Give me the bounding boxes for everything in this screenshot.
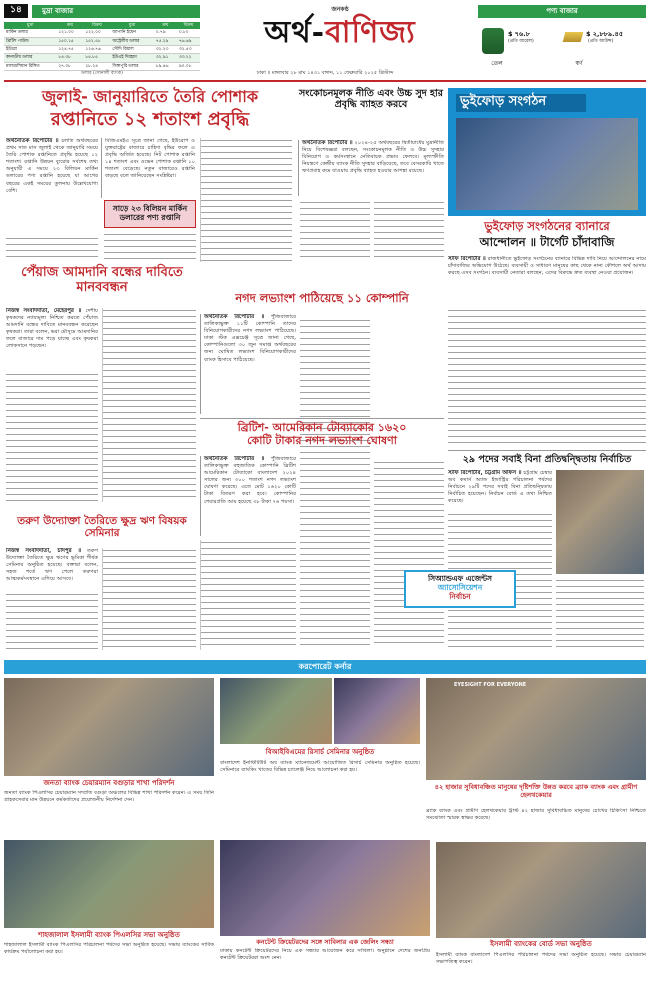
col-header: বিক্রয় <box>177 22 200 29</box>
gold-price: $ ২,৮৮৯.৪৫ <box>586 30 624 38</box>
currency-cell: কানাডীয় ডলার <box>4 54 56 62</box>
buy-forward-headline-1: ভুইফোড় সংগঠনের ব্যানারে <box>484 219 610 233</box>
bat-body <box>200 456 296 536</box>
logo-part-1: অর্থ- <box>264 14 326 50</box>
brac-photo <box>426 678 646 780</box>
policy-body-col-a-cont <box>300 318 370 648</box>
lead-body-col-1 <box>6 138 98 234</box>
islami-caption: ইসলামী ব্যাংকের বোর্ড সভা অনুষ্ঠিত <box>490 940 592 948</box>
youth-body-col-2 <box>102 548 196 650</box>
content-photo <box>220 840 430 936</box>
currency-row <box>4 46 200 54</box>
onion-headline: পেঁয়াজ আমদানি বন্ধের দাবিতে মানববন্ধন <box>21 265 183 295</box>
lead-body-col-3 <box>200 138 292 262</box>
eyesight-banner-text: EYESIGHT FOR EVERYONE <box>454 682 527 688</box>
currency-cell: ১২২.০০ <box>83 29 110 37</box>
currency-cell: ০.৮০ <box>177 29 200 37</box>
lead-body-continued <box>6 236 98 261</box>
bibm-body: বাংলাদেশ ইনস্টিটিউট অব ব্যাংক ম্যানেজমেন্ট আয়োজিত রিসার্চ সেমিনার অনুষ্ঠিত হয়েছে। সেমিনারে ব্যাংকিং খাতের বিভিন্ন চ্যালেঞ্জ নিয়ে আলোচনা করা হয়। <box>220 760 420 774</box>
gold-unit: (প্রতি আউন্স) <box>588 39 614 44</box>
bat-body-text: পুঁজিবাজারে তালিকাভুক্ত বহুজাতিক কোম্পানি ব্রিটিশ আমেরিকান টোব্যাকো বাংলাদেশ ২০২৪ সালের জন্য ৩০০ শতাংশ নগদ লভ্যাংশ ঘোষণা করেছে। এতে মোট ১৬২০ কোটি টাকা বিতরণ করা হবে। কোম্পানির শেয়ারপ্রতি আয় হয়েছে ৩৮ টাকা ৭৬ পয়সা। <box>204 456 296 505</box>
lead-body-2: বিজিএমইএ সূত্রে জানা গেছে, ইউরোপ ও যুক্তরাষ্ট্রের বাজারে চাহিদা বৃদ্ধির ফলে এ প্রবৃদ্ধি অর্জিত হয়েছে। নিট পোশাক রপ্তানি ১৪ শতাংশ এবং ওভেন পোশাক রপ্তানি ১০ শতাংশ বেড়েছে। নতুন বাজারেও রপ্তানি বাড়ছে বলে জানিয়েছেন সংশ্লিষ্টরা। <box>105 138 195 180</box>
page-number: ১৪ <box>4 4 28 18</box>
currency-cell: ৩২.৫৩ <box>177 46 200 54</box>
currency-row <box>4 62 200 70</box>
currency-cell: ১৫২.৫৮ <box>83 37 110 45</box>
currency-cell: ৮৯.৪৬ <box>154 62 177 70</box>
currency-cell: ৩২.৯১ <box>154 54 177 62</box>
brac-caption: ৪২ হাজার সুবিধাবঞ্চিত মানুষের দৃষ্টিশক্তি উন্নত করবে ব্র্যাক ব্যাংক এবং গ্রামীণ হেলথকেয়ার <box>434 783 638 800</box>
islami-body: ইসলামী ব্যাংক বাংলাদেশ পিএলসির পরিচালনা পর্ষদের সভা অনুষ্ঠিত হয়েছে। সভায় চেয়ারম্যান সভাপতিত্ব করেন। <box>436 952 646 966</box>
oil-label: তেল <box>491 60 503 67</box>
youth-headline: তরুণ উদ্যোক্তা তৈরিতে ক্ষুদ্র ঋণ বিষয়ক সেমিনার <box>17 515 187 540</box>
currency-cell: ২৮.২৪ <box>83 62 110 70</box>
onion-body-col-1-cont <box>6 372 98 502</box>
currency-row <box>4 54 200 62</box>
currency-cell: ১২১.০০ <box>56 29 83 37</box>
election-body <box>448 470 552 510</box>
lead-body-col-2 <box>101 138 195 198</box>
bat-body-cont <box>200 540 296 650</box>
oil-price: $ ৭৬.৮ <box>508 30 530 38</box>
youth-byline: নিজস্ব সংবাদদাতা, চাঁদপুর ॥ <box>6 548 81 554</box>
eleven-body-text: পুঁজিবাজারে তালিকাভুক্ত ১১টি কোম্পানি তাদের বিনিয়োগকারীদের নগদ লভ্যাংশ পাঠিয়েছে। ঢাকা স্টক এক্সচেঞ্জ সূত্রে জানা গেছে, কোম্পানিগুলো ৩০ জুন সমাপ্ত অর্থবছরের জন্য ঘোষিত লভ্যাংশ বিনিয়োগকারীদের ব্যাংক হিসাবে পাঠিয়েছে। <box>204 314 296 363</box>
currency-cell: মালয়েশিয়ান রিঙ্গিত <box>4 62 56 70</box>
logo-part-2: বাণিজ্য <box>325 14 416 50</box>
janata-caption: জনতা ব্যাংক চেয়ারম্যান বগুড়ার শাখা পরিদর্শন <box>43 779 175 787</box>
oil-barrel-icon <box>482 28 504 54</box>
eleven-byline: অর্থনৈতিক রিপোর্টার ॥ <box>204 314 265 320</box>
dateline: ঢাকা ॥ মঙ্গলবার ২৮ মাঘ ১৪৩১ বঙ্গাব্দ, ১১ ফেব্রুয়ারি ২০২৫ খ্রিস্টাব্দ <box>256 70 394 76</box>
election-body-text: চট্টগ্রাম চেম্বার অব কমার্স অ্যান্ড ইন্ডাস্ট্রির পরিচালনা পর্ষদের নির্বাচনে ২৯টি পদের সবাই বিনা প্রতিদ্বন্দ্বিতায় নির্বাচিত হয়েছেন। নির্বাচন বোর্ড এ তথ্য নিশ্চিত করেছে। <box>448 470 552 505</box>
mudra-bazar-tab: মুদ্রা বাজার <box>32 5 200 18</box>
currency-note: ডলার (সোনালী ব্যাংক) <box>81 71 123 76</box>
lead-headline-2: রপ্তানিতে ১২ শতাংশ প্রবৃদ্ধি <box>50 109 250 130</box>
bibm-photo-1 <box>220 678 332 744</box>
currency-cell: ৭৫.২৯ <box>154 37 177 45</box>
panya-bazar-tab: পণ্য বাজার <box>478 5 646 18</box>
currency-cell: ১২৪.৭৫ <box>56 46 83 54</box>
policy-body-text: ২০২৪-২৫ অর্থবছরের দ্বিতীয়ার্ধের মুদ্রানীতি নিয়ে বিশেষজ্ঞরা বলছেন, সংকোচনমূলক নীতি ও উচ্চ সুদহার বিনিয়োগ ও কর্মসংস্থানে নেতিবাচক প্রভাব ফেলবে। মূল্যস্ফীতি নিয়ন্ত্রণে কেন্দ্রীয় ব্যাংক নীতি সুদহার বাড়িয়েছে, তবে বেসরকারি খাতে ঋণপ্রবাহ কমে যাওয়ায় প্রবৃদ্ধি ব্যাহত হওয়ার আশঙ্কা রয়েছে। <box>302 140 444 175</box>
election-list <box>556 578 644 650</box>
buy-forward-body-cont <box>448 308 646 446</box>
col-header: ক্রয় <box>56 22 83 29</box>
lead-headline-1: জুলাই- জানুয়ারিতে তৈরি পোশাক <box>41 87 259 106</box>
masthead-rule <box>4 80 646 82</box>
currency-cell: ০.৭৯ <box>154 29 177 37</box>
corporate-corner-bar: করপোরেট কর্নার <box>4 660 646 674</box>
buy-forward-body <box>448 256 646 306</box>
feature-banner <box>448 88 646 216</box>
policy-body <box>298 140 444 196</box>
islami-photo <box>436 842 646 938</box>
cnf-title-2: অ্যাসোসিয়েশন <box>437 583 483 592</box>
election-headline: ২৯ পদের সবাই বিনা প্রতিদ্বন্দ্বিতায় নির্বাচিত <box>448 450 646 465</box>
policy-headline: সংকোচনমূলক নীতি এবং উচ্চ সুদ হার প্রবৃদ্ধি ব্যাহত করবে <box>298 88 443 111</box>
buy-forward-headline-2: আন্দোলন ॥ টার্গেট চাঁদাবাজি <box>479 235 615 249</box>
buy-forward-byline: স্টাফ রিপোর্টার ॥ <box>448 256 486 262</box>
currency-cell: জাপানি ইয়েন <box>110 29 153 37</box>
bat-byline: অর্থনৈতিক রিপোর্টার ॥ <box>204 456 265 462</box>
currency-cell: ১৫০.১৫ <box>56 37 83 45</box>
currency-table <box>4 22 200 71</box>
content-body: ঢাকায় কনটেন্ট ক্রিয়েটরদের নিয়ে এক সন্ধ্যার আয়োজন করে সাবিলা। অনুষ্ঠানে দেশের জনপ্রিয় কনটেন্ট ক্রিয়েটররা অংশ নেন। <box>220 948 430 962</box>
currency-cell: ৮৪.৩৮ <box>56 54 83 62</box>
shahjalal-caption: শাহজালাল ইসলামী ব্যাংক পিএলসির সভা অনুষ্ঠিত <box>38 931 180 939</box>
currency-row <box>4 29 200 37</box>
cnf-title-1: সিঅ্যান্ডএফ এজেন্টস <box>427 574 493 583</box>
col-header: ক্রয় <box>154 22 177 29</box>
oil-unit: (প্রতি ব্যারেল) <box>508 39 534 44</box>
content-caption: কনটেন্ট ক্রিয়েটরদের সঙ্গে সাবিলার এক জেলিং সন্ধ্যা <box>256 938 394 946</box>
commodity-prices <box>478 22 646 78</box>
masthead-logo <box>215 6 465 66</box>
currency-cell: ৭৬.৬৯ <box>177 37 200 45</box>
policy-body-col-b-cont <box>374 460 444 648</box>
shahjalal-body: শাহজালাল ইসলামী ব্যাংক পিএলসির পরিচালনা পর্ষদের সভা অনুষ্ঠিত হয়েছে। সভায় ব্যাংকের সার্বিক কার্যক্রম পর্যালোচনা করা হয়। <box>4 942 214 956</box>
cnf-box <box>404 570 516 608</box>
bibm-caption: বিআইবিএমের রিসার্চ সেমিনার অনুষ্ঠিত <box>265 748 375 756</box>
bat-headline-2: কোটি টাকার নগদ লভ্যাংশ ঘোষণা <box>247 434 397 447</box>
bibm-photo-2 <box>334 678 420 744</box>
lead-body-continued-2 <box>104 232 196 262</box>
lead-byline: অর্থনৈতিক রিপোর্টার ॥ <box>6 138 59 144</box>
policy-byline: অর্থনৈতিক রিপোর্টার ॥ <box>302 140 353 146</box>
eleven-body <box>200 314 296 414</box>
currency-cell: ২৭.০৮ <box>56 62 83 70</box>
onion-body-text: দেশীয় কৃষকদের ন্যায্যমূল্য নিশ্চিত করতে পেঁয়াজ আমদানি বন্ধের দাবিতে মানববন্ধন করেছেন কৃষকরা। তারা বলেন, ভরা মৌসুমে আমদানির ফলে বাজারে দাম পড়ে যাচ্ছে এবং কৃষকরা লোকসানে পড়ছেন। <box>6 308 98 350</box>
onion-body-col-2 <box>102 308 196 502</box>
col-header: মুদ্রা <box>110 22 153 29</box>
youth-body-col-1-cont <box>6 592 98 650</box>
currency-cell: অস্ট্রেলীয় ডলার <box>110 37 153 45</box>
lead-body-1: চলতি অর্থবছরের প্রথম সাত মাস জুলাই থেকে জানুয়ারি সময়ে তৈরি পোশাক রপ্তানিতে প্রবৃদ্ধি হয়েছে ১২ শতাংশ। রপ্তানি উন্নয়ন ব্যুরোর সর্বশেষ তথ্য অনুযায়ী এ সময়ে ২৩ বিলিয়ন মার্কিন ডলারের পণ্য রপ্তানি হয়েছে যা আগের বছরের একই সময়ের তুলনায় উল্লেখযোগ্য বেশি। <box>6 138 98 194</box>
janata-photo <box>4 678 214 776</box>
currency-cell: ৯০.০৮ <box>177 62 200 70</box>
gold-bar-icon <box>563 32 584 42</box>
protest-photo <box>456 118 638 210</box>
election-photo <box>556 470 644 574</box>
logo-top-text: জনকণ্ঠ <box>331 6 349 13</box>
currency-cell: ৩২.২৩ <box>154 46 177 54</box>
bat-headline-1: ব্রিটিশ- আমেরিকান টোব্যাকোর ১৬২০ <box>200 418 444 434</box>
policy-body-col-b <box>374 200 444 262</box>
brac-body: ব্র্যাক ব্যাংক এবং গ্রামীণ হেলথকেয়ার ট্রাস্ট ৪২ হাজার সুবিধাবঞ্চিত মানুষের চোখের চিকিৎসা নিশ্চিতে সমঝোতা স্মারক স্বাক্ষর করেছে। <box>426 808 646 822</box>
janata-body: জনতা ব্যাংক পিএলসির চেয়ারম্যান সম্প্রতি বগুড়া অঞ্চলের বিভিন্ন শাখা পরিদর্শন করেন। এ সময় তিনি গ্রাহকসেবার মান উন্নয়নে কর্মকর্তাদের প্রয়োজনীয় নির্দেশনা দেন। <box>4 790 214 804</box>
currency-cell: ইউরো <box>4 46 56 54</box>
election-byline: স্টাফ রিপোর্টার, চট্টগ্রাম অফিস ॥ <box>448 470 522 476</box>
cnf-title-3: নির্বাচন <box>449 592 471 601</box>
youth-body-text: তরুণ উদ্যোক্তা তৈরিতে ক্ষুদ্র ঋণের ভূমিকা শীর্ষক সেমিনার অনুষ্ঠিত হয়েছে। বক্তারা বলেন, সহজ শর্তে ঋণ পেলে তরুণরা আত্মকর্মসংস্থানে এগিয়ে আসবে। <box>6 548 98 583</box>
onion-body <box>6 308 98 368</box>
currency-cell: ৩৩.২২ <box>177 54 200 62</box>
currency-row <box>4 37 200 45</box>
currency-cell: ব্রিটিশ পাউন্ড <box>4 37 56 45</box>
currency-cell: ইউএই দিরহাম <box>110 54 153 62</box>
onion-byline: নিজস্ব সংবাদদাতা, মেহেরপুর ॥ <box>6 308 82 314</box>
currency-cell: মার্কিন ডলার <box>4 29 56 37</box>
eleven-headline: নগদ লভ্যাংশ পাঠিয়েছে ১১ কোম্পানি <box>235 291 409 305</box>
col-header: মুদ্রা <box>4 22 56 29</box>
col-header: বিক্রয় <box>83 22 110 29</box>
currency-cell: সৌদি রিয়াল <box>110 46 153 54</box>
gold-label: স্বর্ণ <box>575 60 583 67</box>
policy-body-col-a <box>300 200 370 262</box>
currency-cell: ১২৬.৭৬ <box>83 46 110 54</box>
currency-cell: ৮৫.৮৫ <box>83 54 110 62</box>
lead-pull-quote: সাড়ে ২৩ বিলিয়ন মার্কিন ডলারের পণ্য রপ্তানি <box>104 200 196 228</box>
logo-text <box>215 14 465 52</box>
currency-table-header <box>4 22 200 29</box>
youth-body <box>6 548 98 588</box>
feature-banner-title: ভুইফোড় সংগঠন <box>456 94 586 112</box>
currency-cell: সিঙ্গাপুরি ডলার <box>110 62 153 70</box>
shahjalal-photo <box>4 840 214 928</box>
buy-forward-body-text: রাজধানীতে ভুইফোড় সংগঠনের ব্যানারে বিভিন্ন দাবি নিয়ে আন্দোলনের নামে চাঁদাবাজির অভিযোগ উঠেছে। ব্যবসায়ী ও সাধারণ মানুষের কাছ থেকে নানা কৌশলে অর্থ আদায় করছে এসব সংগঠন। ব্যবসায়ী নেতারা বলছেন, এদের বিরুদ্ধে দ্রুত ব্যবস্থা নেওয়া প্রয়োজন। <box>448 256 646 277</box>
